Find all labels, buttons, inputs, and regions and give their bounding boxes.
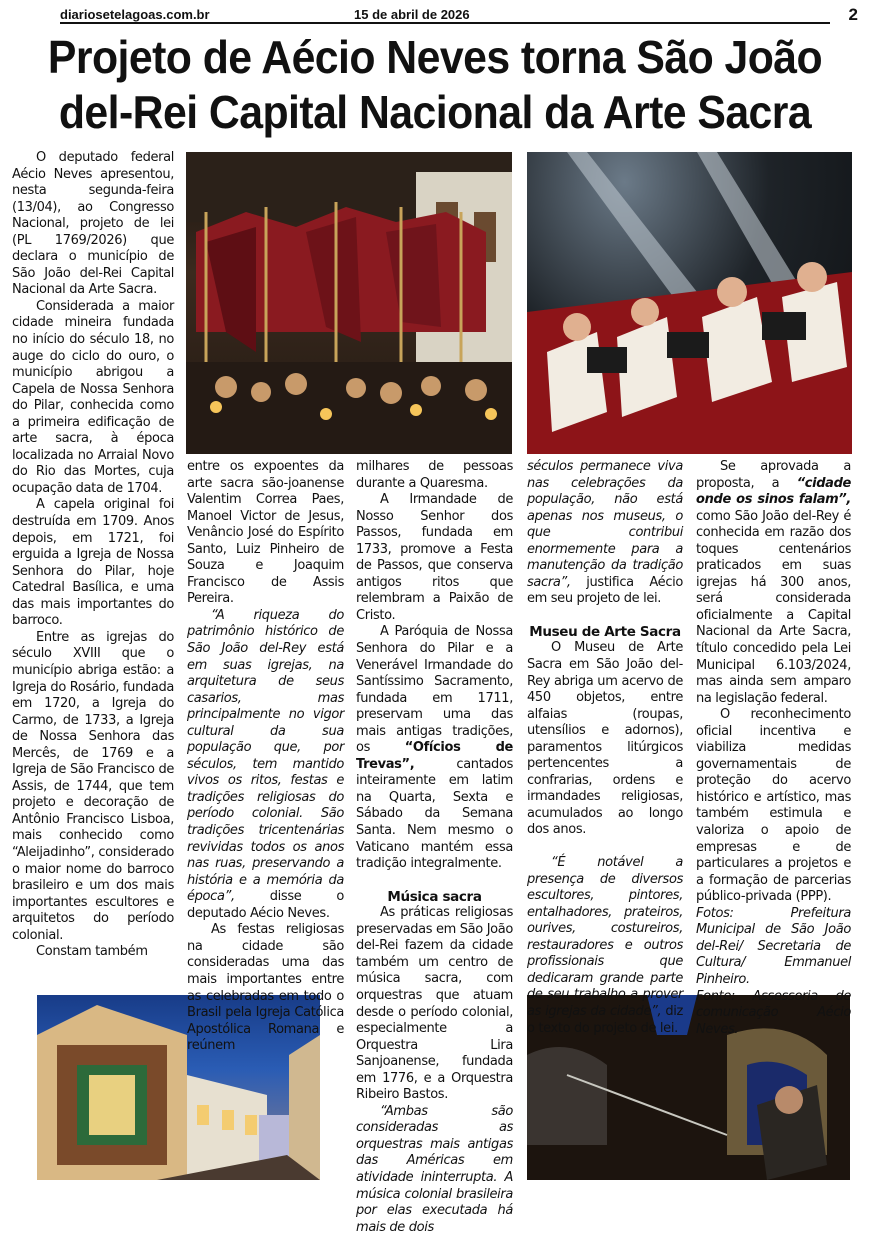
- paragraph: Entre as igrejas do século XVIII que o município abriga estão: a Igreja do Rosário, fundada em 1720, a Igreja do Carmo, de 1733, a Igreja de Nossa Senhora das Mercês, de 1769 e a Igreja de São Francisco de Assis, de 1744, que tem projeto e decoração de Antônio Francisco Lisboa, mais conhecido como “Aleijadinho”, considerado o maior nome do barroco brasileiro e um dos mais importantes escultores e arquitetos do período colonial.: [12, 629, 174, 943]
- quote: “É notável a presença de diversos escultores, pintores, entalhadores, prateiros, ourives, costureiros, restauradores e outros profissionais que dedicaram grande parte de seu trabalho a prover as igrejas da cidade”,: [527, 855, 683, 1019]
- paragraph: Considerada a maior cidade mineira fundada no início do século 18, no auge do ciclo do ouro, o município abrigou a Capela de Nossa Senhora do Pilar, conhecida como a primeira edificação de arte sacra, à época localizada no Arraial Novo do Rio das Mortes, cuja ocupação data de 1704.: [12, 298, 174, 496]
- quote: séculos permanece viva nas celebrações da população, não está apenas nos museus, o que contribui enormemente para a manutenção da tradição sacra”,: [527, 459, 683, 590]
- source-credit: Fonte: Assessoria de comunicação Aécio Neves.: [696, 988, 851, 1037]
- page-header: [60, 6, 860, 28]
- subheading-museu-arte-sacra: Museu de Arte Sacra: [529, 623, 681, 640]
- text: Se aprovada a proposta, a: [696, 459, 851, 491]
- paragraph: A Irmandade de Nosso Senhor dos Passos, fundada em 1733, promove a Festa de Passos, que conserva antigos ritos que relembram a Paixão de Cristo.: [356, 492, 513, 623]
- paragraph: [696, 459, 851, 707]
- quote-paragraph: [187, 608, 344, 922]
- quote-attribution: diz o texto do projeto de lei.: [527, 1003, 684, 1036]
- quote-paragraph: [527, 459, 683, 608]
- procession-canopy-photo: [186, 152, 512, 454]
- header-rule: [60, 22, 830, 24]
- quote: “A riqueza do patrimônio histórico de São João del-Rey está em suas igrejas, na arquitetura de seus casarios, mas principalmente no vigor cultural da sua população que, por séculos, tem mantido vivos os ritos, festas e tradições religiosas do período colonial. São tradições tricentenárias revividas todos os anos nas ruas, preservando a história e a memória da época”,: [187, 607, 344, 905]
- article-column-1: [12, 150, 174, 961]
- text: como São João del-Rey é conhecida em razão dos toques centenários praticados em suas igrejas há 300 anos, será considerada oficialmente a Capital Nacional da Arte Sacra, título concedido pela Lei Municipal 6.103/2024, mas ainda sem amparo na legislação federal.: [696, 508, 851, 706]
- text: cantados inteiramente em latim na Quarta, Sexta e Sábado da Semana Santa. Nem mesmo o Vaticano mantém essa tradição integralmente.: [356, 756, 513, 872]
- subheading-musica-sacra: Música sacra: [387, 888, 482, 905]
- paragraph: As festas religiosas na cidade são consideradas uma das mais importantes entre as celebradas em todo o Brasil pela Igreja Católica Apostólica Romana e reúnem: [187, 922, 344, 1054]
- site-name: diariosetelagoas.com.br: [60, 7, 210, 22]
- issue-date: 15 de abril de 2026: [354, 7, 470, 22]
- paragraph: [356, 624, 513, 872]
- headline-line-1: Projeto de Aécio Neves torna São João: [47, 31, 823, 83]
- choir-photo: [527, 152, 852, 454]
- paragraph: A capela original foi destruída em 1709. Anos depois, em 1721, foi erguida a Igreja de Nossa Senhora do Pilar, hoje Catedral Basílica, e uma das mais importantes do barroco.: [12, 497, 174, 629]
- text: A Paróquia de Nossa Senhora do Pilar e a Venerável Irmandade do Santíssimo Sacramento, fundada em 1711, preservam uma das mais antigas tradições, os: [356, 624, 513, 756]
- paragraph: milhares de pessoas durante a Quaresma.: [356, 459, 513, 491]
- paragraph: entre os expoentes da arte sacra são-joanense Valentim Correa Paes, Manoel Victor de Jesus, Venâncio José do Espírito Santo, Luiz Pinheiro de Souza e Joaquim Francisco de Assis Pereira.: [187, 459, 344, 607]
- paragraph: Constam também: [36, 944, 148, 960]
- article-column-4: [527, 459, 683, 1037]
- quote-paragraph: [527, 855, 683, 1037]
- bold-text: “cidade onde os sinos falam”,: [696, 475, 851, 508]
- article-column-3: [356, 459, 513, 1236]
- article-column-5: [696, 459, 851, 1038]
- paragraph: O reconhecimento oficial incentiva e viabiliza medidas governamentais de proteção do acervo histórico e artístico, mas também estimula e valoriza o apoio de empresas e de particulares a projetos e a formação de parcerias público-privada (PPP).: [696, 707, 851, 905]
- quote-attribution: justifica Aécio em seu projeto de lei.: [527, 574, 683, 607]
- quote-paragraph: “Ambas são consideradas as orquestras mais antigas das Américas em atividade ininterrupta. A música colonial brasileira por elas executada há mais de dois: [356, 1103, 513, 1235]
- paragraph: O Museu de Arte Sacra em São João del-Rey abriga um acervo de 450 objetos, entre alfaias (roupas, utensílios e adornos), paramentos litúrgicos pertencentes a confrarias, ordens e irmandades religiosas, acumulados ao longo dos anos.: [527, 640, 683, 838]
- photo-credit: Fotos: Prefeitura Municipal de São João del-Rei/ Secretaria de Cultura/ Emmanuel Pinheiro.: [696, 905, 851, 987]
- headline-line-2: del-Rei Capital Nacional da Arte Sacra: [58, 86, 812, 138]
- paragraph: O deputado federal Aécio Neves apresentou, nesta segunda-feira (13/04), ao Congresso Nacional, projeto de lei (PL 1769/2026) que declara o município de São João del-Rei Capital Nacional da Arte Sacra.: [12, 150, 174, 298]
- article-column-2: [187, 459, 344, 1055]
- headline: [42, 30, 829, 140]
- quote-attribution: disse o deputado Aécio Neves.: [187, 889, 344, 921]
- page-number: 2: [848, 5, 858, 24]
- paragraph: As práticas religiosas preservadas em São João del-Rei fazem da cidade também um centro de música sacra, com orquestras que atuam desde o período colonial, especialmente a Orquestra Lira Sanjoanense, fundada em 1776, e a Orquestra Ribeiro Bastos.: [356, 905, 513, 1103]
- bold-text: “Ofícios de Trevas”,: [356, 740, 513, 772]
